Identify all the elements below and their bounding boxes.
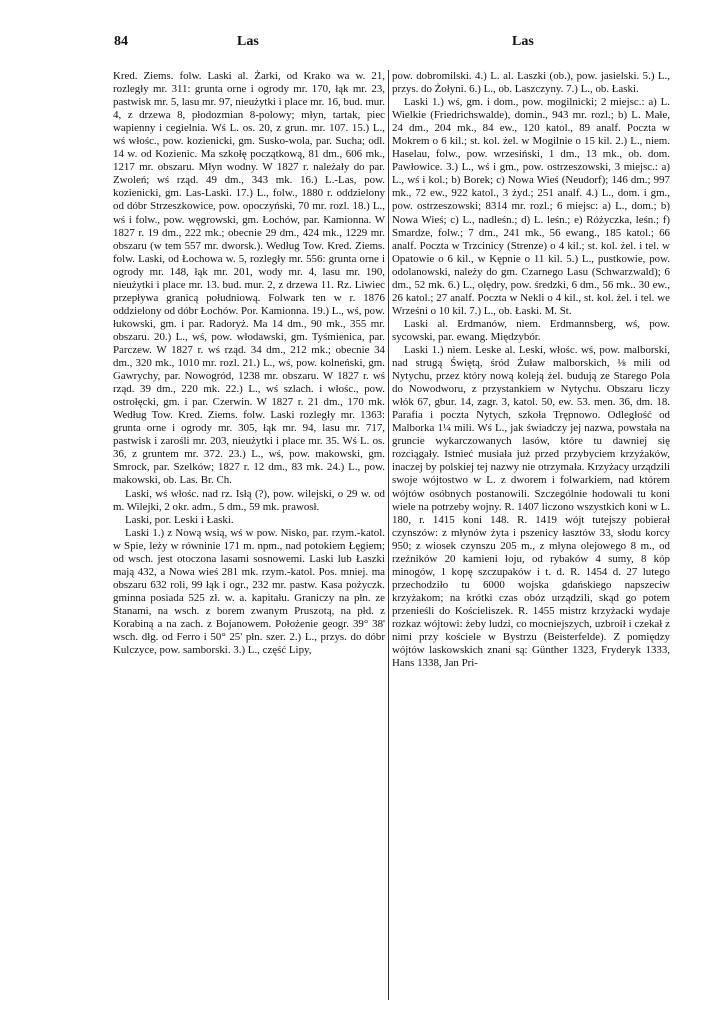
- entry-paragraph: Laski 1.) niem. Leske al. Leski, włośc. wś, pow. malborski, nad strugą Świętą, śród Żuław malborskich, ⅛ mili od Nytychu, przez który nową koleją żel. budują ze Starego Pola do Nowodworu, z przystankiem w Nytychu. Obszaru liczy włók 67, gbur. 14, zagr. 3, katol. 50, ew. 53. men. 36, dm. 18. Parafia i poczta Nytych, szkoła Trępnowo. Odległość od Malborka 1¼ mili. Wś L., jak świadczy jej nazwa, powstała na gruncie wykarczowanych lasów, które tu dawniej się rozciągały. Istnieć musiała już przed przybyciem krzyżaków, inaczej by polskiej tej nazwy nie otrzymała. Krzyżacy urządzili swoje wójtostwo w L. z dworem i folwarkiem, nad którem wójtów osóbnych postanowili. Szczególnie hodowali tu koni wiele na potrzeby wojny. R. 1407 liczono wszystkich koni w L. 180, r. 1415 koni 148. R. 1419 wójt tutejszy pobierał czynszów: z młynów żyta i pszenicy łasztów 33, słodu korcy 950; z wiosek czynszu 205 m., z młyna olejowego 8 m., od rzeźników 20 kamieni łoju, od rybaków 4 sumy, 8 kóp minogów, 1 kopę szczupaków i t. d. R. 1454 d. 27 lutego przechodziło tu 6000 wojska gdańskiego napszeciw krzyżakom; na krótki czas obóz urządzili, skąd go potem przenieśli do Kościeliszek. R. 1455 mistrz krzyżacki wydaje rozkaz wójtowi: żeby ludzi, co mocniejszych, uzbroił i czekał z nimi przy kościele w Bystrzu (Beisterfelde). Z pomiędzy wójtów laskowskich znani są: Günther 1323, Fryderyk 1333, Hans 1338, Jan Pri-: [392, 343, 670, 670]
- entry-paragraph: Laski 1.) z Nową wsią, wś w pow. Nisko, par. rzym.-katol. w Spie, leży w równinie 171 m. npm., nad potokiem Łęgiem; od wsch. jest otoczona lasami sosnowemi. Laski lub Łaszki mają 432, a Nowa wieś 281 mk. rzym.-katol. Pos. mniej. ma obszaru 632 roli, 99 łąk i ogr., 232 mr. pastw. Kasa pożyczk. gminna posiada 525 zł. w. a. kapitału. Graniczy na płn. ze Stanami, na wsch. z borem zwanym Pruszotą, na płd. z Korabiną a na zach. z Bojanowem. Położenie geogr. 39° 38' wsch. dłg. od Ferro i 50° 25' płn. szer. 2.) L., przys. do dóbr Kulczyce, pow. samborski. 3.) L., część Lipy,: [113, 526, 385, 657]
- column-divider: [388, 70, 389, 1000]
- page-header: [114, 34, 666, 54]
- entry-paragraph: Laski al. Erdmanów, niem. Erdmannsberg, wś, pow. sycowski, par. ewang. Międzybór.: [392, 317, 670, 343]
- entry-paragraph: pow. dobromilski. 4.) L. al. Laszki (ob.), pow. jasielski. 5.) L., przys. do Żołyni. 6.) L., ob. Laszczyny. 7.) L., ob. Łaski.: [392, 70, 670, 96]
- entry-paragraph: Kred. Ziems. folw. Laski al. Żarki, od Krako wa w. 21, rozległy mr. 311: grunta orne i ogrody mr. 170, łąk mr. 23, pastwisk mr. 5, lasu mr. 97, nieużytki i place mr. 16, bud. mur. 4, z drzewa 8, płodozmian 8-polowy; młyn, tartak, piec wapienny i cegielnia. Wś L. os. 20, z grun. mr. 107. 15.) L., wś włośc., pow. kozienicki, gm. Susko-wola, par. Sucha; odl. 14 w. od Kozienic. Ma szkołę początkową, 81 dm., 606 mk., 1217 mr. obszaru. Młyn wodny. W 1827 r. należały do par. Zwoleń; wś rząd. 49 dm., 343 mk. 16.) L.-Las, pow. kozienicki, gm. Las-Laski. 17.) L., folw., 1880 r. oddzielony od dóbr Strzeszkowice, pow. opoczyński, 70 mr. rozl. 18.) L., wś i folw., pow. węgrowski, gm. Łochów, par. Kamionna. W 1827 r. 19 dm., 222 mk.; obecnie 29 dm., 424 mk., 1229 mr. obszaru (w tem 557 mr. dworsk.). Według Tow. Kred. Ziems. folw. Laski, od Łochowa w. 5, rozległy mr. 556: grunta orne i ogrody mr. 148, łąk mr. 201, wody mr. 4, lasu mr. 190, nieużytki i place mr. 13. bud. mur. 2, z drzewa 11. Rz. Liwiec przepływa granicą południową. Folwark ten w r. 1876 oddzielony od dóbr Łochów. Por. Kamionna. 19.) L., wś, pow. łukowski, gm. i par. Radoryż. Ma 14 dm., 90 mk., 355 mr. obszaru. 20.) L., wś, pow. włodawski, gm. Tyśmienica, par. Parczew. W 1827 r. wś rząd. 34 dm., 212 mk.; obecnie 34 dm., 320 mk., 1010 mr. rozl. 21.) L., wś, pow. kolneński, gm. Gawrychy, par. Nowogród, 1238 mr. obszaru. W 1827 r. wś rząd. 39 dm., 220 mk. 22.) L., wś szlach. i włośc., pow. ostrołęcki, gm. i par. Czerwin. W 1827 r. 21 dm., 170 mk. Według Tow. Kred. Ziems. folw. Laski rozległy mr. 1363: grunta orne i ogrody mr. 305, łąk mr. 94, lasu mr. 717, pastwisk i zarośli mr. 203, nieużytki i place mr. 35. Wś L. os. 36, z gruntem mr. 372. 23.) L., wś, pow. makowski, gm. Smrock, par. Szelków; 1827 r. 12 dm., 83 mk. 24.) L., pow. makowski, ob. Las. Br. Ch.: [113, 70, 385, 487]
- entry-paragraph: Laski, por. Leski i Łaski.: [125, 513, 234, 526]
- running-head-left: Las: [237, 34, 259, 49]
- page-number: 84: [114, 34, 128, 49]
- left-column: [113, 70, 385, 1006]
- running-head-right: Las: [512, 34, 534, 49]
- right-column: [392, 70, 670, 1006]
- entry-paragraph: Laski 1.) wś, gm. i dom., pow. mogilnicki; 2 miejsc.: a) L. Wielkie (Friedrichswalde), domin., 943 mr. rozl.; b) L. Małe, 24 dm., 204 mk., 84 ew., 120 katol., 89 analf. Poczta w Mokrem o 6 kil.; st. kol. żel. w Mogilnie o 15 kil. 2.) L., niem. Haselau, folw., pow. wrzesiński, 1 dm., 13 mk., ob. dom. Pawłowice. 3.) L., wś i gm., pow. ostrzeszowski, 3 miejsc.: a) L., wś i kol.; b) Borek; c) Nowa Wieś (Neudorf); 146 dm.; 997 mk., 72 ew., 922 katol., 3 żyd.; 251 analf. 4.) L., dom. i gm., pow. ostrzeszowski; 8314 mr. rozl.; 6 miejsc: a) L., dom.; b) Nowa Wieś; c) L., nadleśn.; d) L. leśn.; e) Różyczka, leśn.; f) Smardze, folw.; 7 dm., 241 mk., 56 ewang., 185 katol.; 66 analf. Poczta w Trzcinicy (Strenze) o 4 kil.; st. kol. żel. i tel. w Opatowie o 6 kil., w Kępnie o 11 kil. 5.) L., pustkowie, pow. odolanowski, należy do gm. Czarnego Lasu (Schwarzwald); 6 dm., 52 mk. 6.) L., olędry, pow. średzki, 6 dm., 56 mk.. 30 ew., 26 katol.; 27 analf. Poczta w Nekli o 4 kil., st. kol. żel. i tel. we Wrześni o 10 kil. 7.) L., ob. Łaski. M. St.: [392, 96, 670, 317]
- entry-paragraph: Laski, wś włośc. nad rz. Isłą (?), pow. wilejski, o 29 w. od m. Wilejki, 2 okr. adm., 5 dm., 59 mk. prawosł.: [113, 487, 385, 513]
